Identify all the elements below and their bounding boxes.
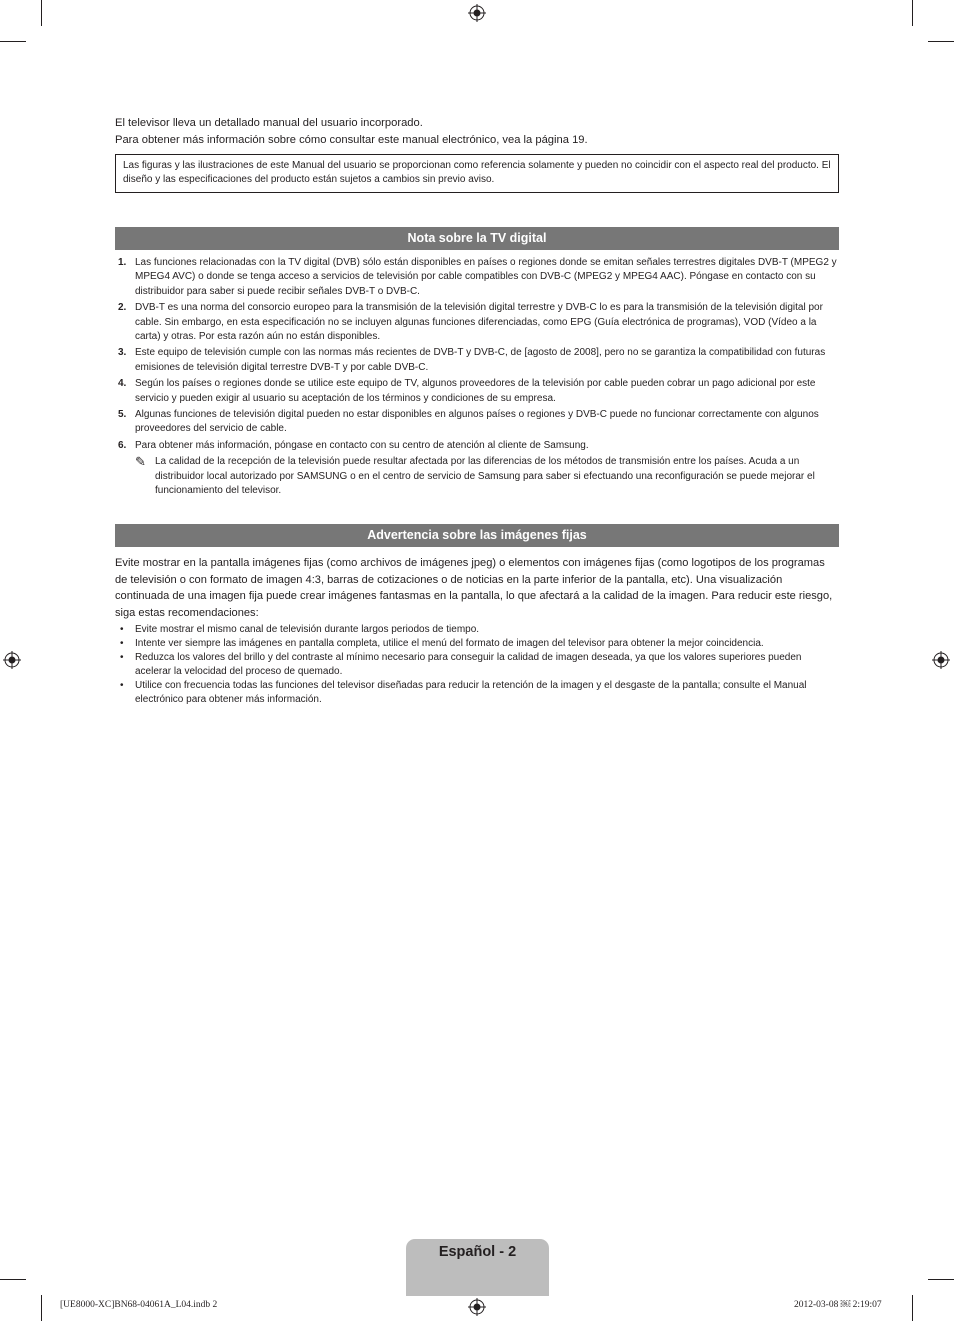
list-item [115,346,839,375]
numbered-list [115,256,839,499]
list-item [115,408,839,437]
warning-paragraph: Evite mostrar en la pantalla imágenes fijas (como archivos de imágenes jpeg) o elementos con imágenes fijas (como logotipos de los programas de televisión o con formato de imagen 4:3, barras de cotizaciones o de noticias en la parte inferior de la pantalla, etc). Una visualización continuada de una imagen fija puede crear imágenes fantasmas en la pantalla, lo que afectará a la calidad de la imagen. Para reducir este riesgo, siga estas recomendaciones: [115,557,833,619]
list-item [115,439,839,453]
bullet-list [115,623,839,707]
item-text: Algunas funciones de televisión digital pueden no estar disponibles en algunos países o regiones y DVB-C puede no funcionar correctamente con algunos proveedores del servicio de cable. [135,409,819,435]
intro-line: Para obtener más información sobre cómo consultar este manual electrónico, vea la página 19. [115,134,588,146]
list-item [115,256,839,299]
crop-mark [0,1279,26,1280]
crop-mark [912,1295,913,1321]
bullet-icon: • [120,624,124,635]
item-number: 1. [118,257,127,268]
crop-mark [928,41,954,42]
list-item [115,623,839,637]
pencil-note-icon: ✎ [135,454,146,470]
intro-line: El televisor lleva un detallado manual del usuario incorporado. [115,117,423,129]
item-text: DVB-T es una norma del consorcio europeo para la transmisión de la televisión digital terrestre y DVB-C lo es para la transmisión de la televisión digital por cable. Sin embargo, en esta especificación no se incluyen algunas funciones diferenciadas, como EPG (Guía electrónica de programas), VOD (Vídeo a la carta) y otras. Por esta razón aún no están disponibles. [135,302,823,343]
registration-mark-icon [3,651,21,669]
item-text: Las funciones relacionadas con la TV digital (DVB) sólo están disponibles en países o regiones donde se emitan señales terrestres digitales DVB-T (MPEG2 y MPEG4 AVC) o donde se tenga acceso a servicios de televisión por cable compatibles con DVB-C (MPEG2 y MPEG4 AAC). Póngase en contacto con su distribuidor para saber si puede recibir señales DVB-T o DVB-C. [135,257,837,297]
sub-note-text: La calidad de la recepción de la televisión puede resultar afectada por las diferencias de los métodos de transmisión entre los países. Acuda a un distribuidor local autorizado por SAMSUNG o en el centro de servicio de Samsung para saber si efectuando una reconfiguración se puede mejorar el funcionamiento del televisor. [155,456,815,497]
crop-mark [912,0,913,26]
bullet-icon: • [120,652,124,663]
list-item [115,377,839,406]
item-text: Reduzca los valores del brillo y del contraste al mínimo necesario para conseguir la calidad de imagen deseada, ya que los valores superiores pueden acelerar la velocidad del proceso de quemado. [135,652,802,677]
footer-filename: [UE8000-XC]BN68-04061A_L04.indb 2 [60,1300,218,1310]
section-heading: Advertencia sobre las imágenes fijas [115,524,839,547]
item-text: Utilice con frecuencia todas las funciones del televisor diseñadas para reducir la retención de la imagen y el desgaste de la pantalla; consulte el Manual electrónico para obtener más información. [135,680,807,705]
page-number-label: Español - 2 [438,1244,517,1260]
registration-mark-icon [932,651,950,669]
crop-mark [41,0,42,26]
list-item [115,301,839,344]
list-item [115,679,839,707]
item-text: Según los países o regiones donde se utilice este equipo de TV, algunos proveedores de la televisión por cable pueden cobrar un pago adicional por este servicio y pueden exigir al usuario su aceptación de los términos y condiciones de su empresa. [135,378,816,404]
crop-mark [41,1295,42,1321]
item-text: Intente ver siempre las imágenes en pantalla completa, utilice el menú del formato de imagen del televisor para obtener la mejor coincidencia. [135,638,764,649]
list-item [115,651,839,679]
item-text: Para obtener más información, póngase en contacto con su centro de atención al cliente de Samsung. [135,439,589,451]
item-text: Este equipo de televisión cumple con las normas más recientes de DVB-T y DVB-C, de [agosto de 2008], pero no se garantiza la compatibilidad con futuras emisiones de televisión digital terrestre DVB-T y por cable DVB-C. [135,347,826,373]
section-heading: Nota sobre la TV digital [115,227,839,250]
registration-mark-icon [468,4,486,22]
bullet-icon: • [120,680,124,691]
list-item [115,637,839,651]
item-text: Evite mostrar el mismo canal de televisión durante largos periodos de tiempo. [135,624,480,635]
item-number: 4. [118,378,127,390]
item-number: 3. [118,347,127,359]
disclaimer-box: Las figuras y las ilustraciones de este Manual del usuario se proporcionan como referencia solamente y pueden no coincidir con el aspecto real del producto. El diseño y las especificaciones del producto están sujetos a cambios sin previo aviso. [115,154,839,193]
crop-mark [928,1279,954,1280]
registration-mark-icon [468,1298,486,1316]
crop-mark [0,41,26,42]
item-number: 6. [118,439,127,451]
sub-note [115,455,839,498]
intro [115,115,839,149]
footer-timestamp: 2012-03-08 ￼ 2:19:07 [794,1300,882,1310]
bullet-icon: • [120,638,124,649]
item-number: 2. [118,302,127,314]
item-number: 5. [118,409,127,421]
